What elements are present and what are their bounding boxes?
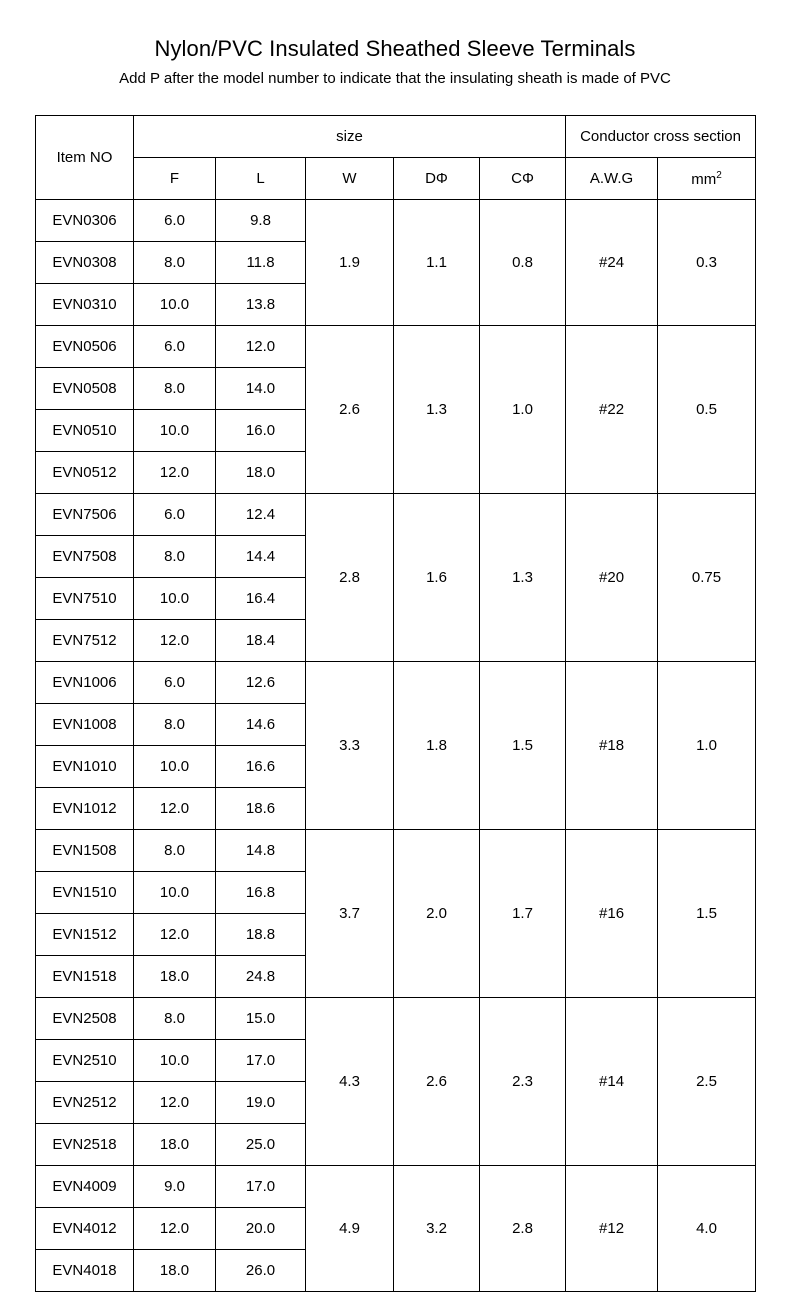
cell-d-phi: 1.6 xyxy=(394,494,480,662)
cell-item-no: EVN0512 xyxy=(36,452,134,494)
cell-item-no: EVN7512 xyxy=(36,620,134,662)
cell-l: 17.0 xyxy=(216,1166,306,1208)
cell-w: 3.3 xyxy=(306,662,394,830)
table-body xyxy=(36,200,756,1292)
cell-item-no: EVN1512 xyxy=(36,914,134,956)
cell-item-no: EVN4012 xyxy=(36,1208,134,1250)
cell-f: 12.0 xyxy=(134,1208,216,1250)
header-awg: A.W.G xyxy=(566,158,658,200)
cell-l: 11.8 xyxy=(216,242,306,284)
cell-w: 4.9 xyxy=(306,1166,394,1292)
header-conductor-cross-section: Conductor cross section xyxy=(566,116,756,158)
cell-f: 8.0 xyxy=(134,998,216,1040)
table-row xyxy=(36,200,756,242)
cell-l: 12.0 xyxy=(216,326,306,368)
cell-f: 10.0 xyxy=(134,578,216,620)
cell-l: 24.8 xyxy=(216,956,306,998)
cell-f: 10.0 xyxy=(134,746,216,788)
cell-d-phi: 2.6 xyxy=(394,998,480,1166)
cell-l: 15.0 xyxy=(216,998,306,1040)
cell-l: 18.6 xyxy=(216,788,306,830)
header-mm2 xyxy=(658,158,756,200)
cell-l: 18.0 xyxy=(216,452,306,494)
cell-item-no: EVN7506 xyxy=(36,494,134,536)
cell-d-phi: 1.3 xyxy=(394,326,480,494)
cell-mm2: 0.75 xyxy=(658,494,756,662)
cell-f: 8.0 xyxy=(134,704,216,746)
cell-f: 10.0 xyxy=(134,1040,216,1082)
cell-l: 18.4 xyxy=(216,620,306,662)
cell-item-no: EVN0308 xyxy=(36,242,134,284)
cell-l: 16.4 xyxy=(216,578,306,620)
cell-item-no: EVN1012 xyxy=(36,788,134,830)
cell-item-no: EVN2508 xyxy=(36,998,134,1040)
cell-c-phi: 0.8 xyxy=(480,200,566,326)
cell-l: 18.8 xyxy=(216,914,306,956)
cell-l: 9.8 xyxy=(216,200,306,242)
cell-f: 8.0 xyxy=(134,830,216,872)
cell-f: 12.0 xyxy=(134,788,216,830)
cell-item-no: EVN2510 xyxy=(36,1040,134,1082)
cell-l: 14.8 xyxy=(216,830,306,872)
cell-item-no: EVN1508 xyxy=(36,830,134,872)
cell-c-phi: 2.8 xyxy=(480,1166,566,1292)
header-f: F xyxy=(134,158,216,200)
cell-c-phi: 2.3 xyxy=(480,998,566,1166)
cell-l: 13.8 xyxy=(216,284,306,326)
cell-f: 12.0 xyxy=(134,620,216,662)
cell-mm2: 1.0 xyxy=(658,662,756,830)
cell-item-no: EVN2518 xyxy=(36,1124,134,1166)
cell-l: 14.4 xyxy=(216,536,306,578)
spec-table-container xyxy=(35,115,755,1292)
table-row xyxy=(36,1166,756,1208)
cell-w: 1.9 xyxy=(306,200,394,326)
cell-l: 20.0 xyxy=(216,1208,306,1250)
cell-l: 26.0 xyxy=(216,1250,306,1292)
cell-f: 12.0 xyxy=(134,914,216,956)
header-row-sub xyxy=(36,158,756,200)
cell-w: 2.8 xyxy=(306,494,394,662)
cell-f: 12.0 xyxy=(134,452,216,494)
cell-l: 12.4 xyxy=(216,494,306,536)
cell-d-phi: 1.1 xyxy=(394,200,480,326)
cell-l: 14.6 xyxy=(216,704,306,746)
cell-item-no: EVN1010 xyxy=(36,746,134,788)
cell-awg: #22 xyxy=(566,326,658,494)
page-title: Nylon/PVC Insulated Sheathed Sleeve Terminals xyxy=(154,36,636,61)
cell-f: 8.0 xyxy=(134,242,216,284)
cell-item-no: EVN1518 xyxy=(36,956,134,998)
cell-awg: #24 xyxy=(566,200,658,326)
cell-d-phi: 2.0 xyxy=(394,830,480,998)
cell-awg: #16 xyxy=(566,830,658,998)
cell-c-phi: 1.5 xyxy=(480,662,566,830)
table-row xyxy=(36,494,756,536)
cell-item-no: EVN1510 xyxy=(36,872,134,914)
cell-f: 9.0 xyxy=(134,1166,216,1208)
cell-w: 4.3 xyxy=(306,998,394,1166)
cell-f: 12.0 xyxy=(134,1082,216,1124)
cell-c-phi: 1.0 xyxy=(480,326,566,494)
header-mm2-sup: 2 xyxy=(716,169,722,181)
cell-mm2: 4.0 xyxy=(658,1166,756,1292)
cell-f: 8.0 xyxy=(134,536,216,578)
page-subtitle: Add P after the model number to indicate that the insulating sheath is made of PVC xyxy=(119,70,671,87)
cell-l: 16.0 xyxy=(216,410,306,452)
cell-f: 6.0 xyxy=(134,200,216,242)
cell-f: 6.0 xyxy=(134,662,216,704)
cell-f: 10.0 xyxy=(134,284,216,326)
table-row xyxy=(36,830,756,872)
cell-l: 25.0 xyxy=(216,1124,306,1166)
document-page xyxy=(0,36,790,1287)
header-size: size xyxy=(134,116,566,158)
cell-item-no: EVN0510 xyxy=(36,410,134,452)
header-w: W xyxy=(306,158,394,200)
cell-w: 2.6 xyxy=(306,326,394,494)
cell-item-no: EVN0508 xyxy=(36,368,134,410)
cell-c-phi: 1.3 xyxy=(480,494,566,662)
cell-mm2: 2.5 xyxy=(658,998,756,1166)
header-mm2-text: mm xyxy=(691,170,717,188)
cell-l: 17.0 xyxy=(216,1040,306,1082)
cell-f: 18.0 xyxy=(134,1124,216,1166)
cell-l: 16.6 xyxy=(216,746,306,788)
cell-awg: #14 xyxy=(566,998,658,1166)
cell-d-phi: 3.2 xyxy=(394,1166,480,1292)
cell-awg: #20 xyxy=(566,494,658,662)
table-row xyxy=(36,998,756,1040)
cell-mm2: 1.5 xyxy=(658,830,756,998)
cell-f: 6.0 xyxy=(134,494,216,536)
cell-item-no: EVN7510 xyxy=(36,578,134,620)
cell-f: 18.0 xyxy=(134,1250,216,1292)
cell-item-no: EVN4018 xyxy=(36,1250,134,1292)
cell-d-phi: 1.8 xyxy=(394,662,480,830)
table-head xyxy=(36,116,756,200)
cell-item-no: EVN4009 xyxy=(36,1166,134,1208)
cell-awg: #12 xyxy=(566,1166,658,1292)
header-l: L xyxy=(216,158,306,200)
cell-item-no: EVN1008 xyxy=(36,704,134,746)
cell-mm2: 0.5 xyxy=(658,326,756,494)
specification-table xyxy=(35,115,756,1292)
cell-item-no: EVN0310 xyxy=(36,284,134,326)
header-d-phi: DΦ xyxy=(394,158,480,200)
cell-f: 10.0 xyxy=(134,872,216,914)
cell-item-no: EVN2512 xyxy=(36,1082,134,1124)
table-row xyxy=(36,662,756,704)
cell-l: 12.6 xyxy=(216,662,306,704)
cell-l: 14.0 xyxy=(216,368,306,410)
cell-f: 18.0 xyxy=(134,956,216,998)
cell-item-no: EVN0306 xyxy=(36,200,134,242)
cell-w: 3.7 xyxy=(306,830,394,998)
cell-mm2: 0.3 xyxy=(658,200,756,326)
cell-item-no: EVN0506 xyxy=(36,326,134,368)
cell-l: 16.8 xyxy=(216,872,306,914)
cell-awg: #18 xyxy=(566,662,658,830)
cell-item-no: EVN1006 xyxy=(36,662,134,704)
cell-l: 19.0 xyxy=(216,1082,306,1124)
table-row xyxy=(36,326,756,368)
cell-c-phi: 1.7 xyxy=(480,830,566,998)
cell-f: 10.0 xyxy=(134,410,216,452)
cell-item-no: EVN7508 xyxy=(36,536,134,578)
header-c-phi: CΦ xyxy=(480,158,566,200)
header-row-top xyxy=(36,116,756,158)
cell-f: 6.0 xyxy=(134,326,216,368)
header-item-no: Item NO xyxy=(36,116,134,200)
cell-f: 8.0 xyxy=(134,368,216,410)
